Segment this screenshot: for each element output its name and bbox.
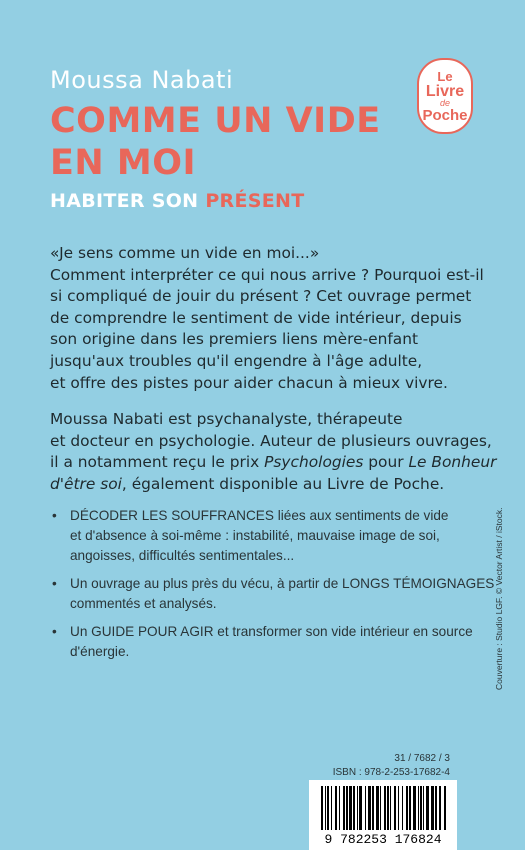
logo-line-2: Livre [425, 83, 465, 100]
bullet-marker: • [52, 508, 57, 523]
barcode-bars [309, 780, 457, 832]
bio-text: il a notamment reçu le prix [50, 453, 265, 472]
bullet-line: d'énergie. [70, 644, 130, 659]
bullet-line: Un GUIDE POUR AGIR et transformer son vide intérieur en source [70, 624, 473, 639]
barcode-bar [359, 786, 362, 830]
barcode-bar [418, 786, 419, 830]
barcode-bar [372, 786, 374, 830]
barcode-bar [346, 786, 348, 830]
blurb-line: «Je sens comme un vide en moi...» [50, 244, 320, 262]
title-line-2: EN MOI [50, 143, 196, 183]
blurb-line: si compliqué de jouir du présent ? Cet ouvrage permet [50, 287, 472, 306]
bullet-marker: • [52, 624, 57, 639]
cover-credit [494, 507, 506, 702]
book-title [50, 100, 381, 184]
logo-line-4: Poche [422, 107, 468, 124]
bio-text: , également disponible au Livre de Poche. [121, 474, 445, 493]
bio-italic-title: Psychologies [264, 453, 364, 472]
barcode-bar [406, 786, 408, 830]
bullet-line: angoisses, difficultés sentimentales... [70, 548, 295, 563]
barcode-bar [331, 786, 332, 830]
blurb-line: Comment interpréter ce qui nous arrive ? Pourquoi est-il [50, 265, 484, 284]
bullet-line: commentés et analysés. [70, 596, 217, 611]
barcode-bar [423, 786, 424, 830]
barcode-bar [343, 786, 345, 830]
bullet-line: DÉCODER LES SOUFFRANCES liées aux sentiments de vide [70, 508, 449, 523]
barcode-bar [426, 786, 429, 830]
barcode-bar [376, 786, 379, 830]
logo-line-3: de [439, 98, 450, 108]
logo-line-1: Le [437, 69, 453, 84]
barcode-bar [380, 786, 381, 830]
barcode-digits: 9 782253 176824 [324, 832, 442, 847]
barcode-bar [390, 786, 391, 830]
barcode-bar [413, 786, 416, 830]
title-line-1: COMME UN VIDE [50, 101, 381, 141]
barcode-bar [368, 786, 371, 830]
reference-codes [333, 752, 450, 780]
isbn-number: ISBN : 978-2-253-17682-4 [332, 767, 450, 778]
author-bio-paragraph [50, 409, 497, 495]
barcode-bar [365, 786, 366, 830]
publisher-logo [417, 58, 473, 134]
bio-line [50, 474, 490, 496]
bullet-item [50, 506, 500, 566]
barcode-bar [398, 786, 399, 830]
subtitle-main: HABITER SON [50, 190, 199, 212]
credit-text: Couverture : Studio LGF. © Vector Artist / iStock. [494, 507, 504, 690]
bio-italic-title: d'être soi [50, 474, 122, 493]
subtitle-accent: PRÉSENT [205, 190, 305, 212]
bullet-marker: • [52, 576, 57, 591]
barcode-bar [420, 786, 422, 830]
barcode-bar [444, 786, 446, 830]
barcode-bar [349, 786, 352, 830]
blurb-line: jusqu'aux troubles qu'il engendre à l'âge adulte, [50, 351, 423, 370]
bio-text: pour [363, 453, 409, 472]
bullet-line: et d'absence à soi-même : instabilité, mauvaise image de soi, [70, 528, 440, 543]
catalog-ref: 31 / 7682 / 3 [394, 753, 450, 764]
author-name: Moussa Nabati [50, 66, 234, 94]
barcode-bar [321, 786, 323, 830]
barcode-bar [409, 786, 411, 830]
barcode-bar [387, 786, 389, 830]
barcode-bar [353, 786, 355, 830]
blurb-line: de comprendre le sentiment de vide intérieur, depuis [50, 308, 462, 327]
barcode-bar [339, 786, 340, 830]
book-subtitle [50, 190, 304, 212]
barcode-bar [431, 786, 434, 830]
blurb-line: son origine dans les premiers liens mère-enfant [50, 330, 419, 349]
feature-bullet-list [50, 506, 500, 670]
bio-line [50, 452, 497, 474]
bio-italic-title: Le Bonheur [408, 453, 497, 472]
isbn-barcode [309, 780, 457, 850]
barcode-bar [325, 786, 326, 830]
blurb-paragraph [50, 243, 490, 394]
barcode-bar [439, 786, 441, 830]
bullet-item [50, 574, 500, 614]
barcode-bar [435, 786, 437, 830]
barcode-bar [357, 786, 358, 830]
barcode-bar [394, 786, 396, 830]
bullet-item [50, 622, 500, 662]
barcode-bar [402, 786, 403, 830]
bullet-line: Un ouvrage au plus près du vécu, à partir de LONGS TÉMOIGNAGES [70, 576, 495, 591]
barcode-bar [335, 786, 337, 830]
bio-line: et docteur en psychologie. Auteur de plusieurs ouvrages, [50, 431, 492, 450]
blurb-line: et offre des pistes pour aider chacun à mieux vivre. [50, 373, 448, 392]
bio-line: Moussa Nabati est psychanalyste, thérapeute [50, 410, 403, 428]
barcode-bar [384, 786, 386, 830]
barcode-bar [327, 786, 329, 830]
